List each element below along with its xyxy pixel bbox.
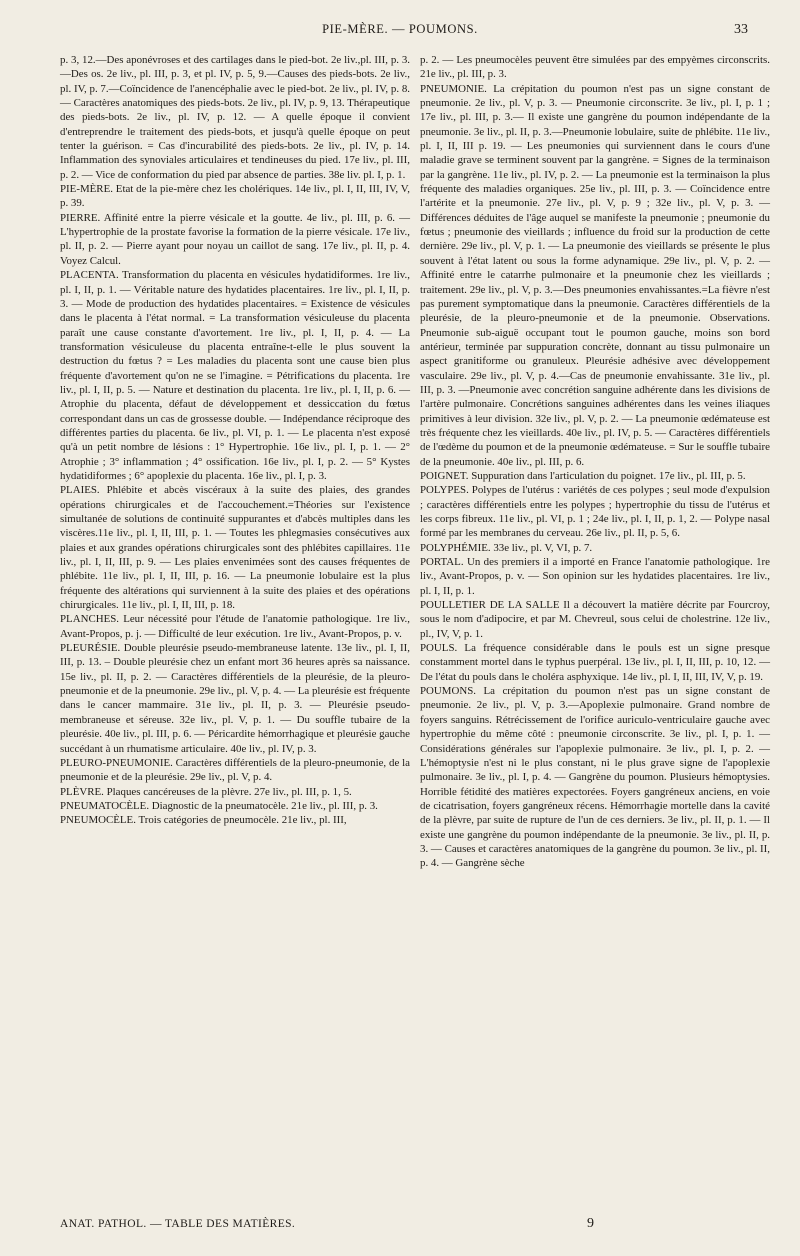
entry-pneumonie: PNEUMONIE. La crépitation du poumon n'est pas un signe constant de pneumonie. 2e liv., pl. V, p. 3. — Pneumonie circonscrite. 3e liv., pl. I, p. 1 ; 17e liv., pl. III, p. 3.— Il existe une gangrène du poumon indépendante de la pneumonie. 3e liv., pl. II, p. 3.—Pneumonie lobulaire, suite de phlébite. 11e liv., pl. I, II, III p. 19. — Les pneumonies qui surviennent dans le cours d'une maladie grave se terminent souvent par la gangrène. = Signes de la terminaison par la gangrène. 11e liv., pl. IV, p. 2. — La pneumonie est la terminaison la plus fréquente des maladies organiques. 25e liv., pl. III, p. 3. — Coïncidence entre l'artérite et la pneumonie. 27e liv., pl. V, p. 9 ; 32e liv., pl. V, p. 3. — Différences déduites de l'âge auquel se manifeste la pneumonie ; pneumonie du fœtus ; pneumonie des vieillards ; influence du froid sur la production de cette dernière. 29e liv., pl. V, p. 1. — La pneumonie des vieillards se présente le plus souvent à l'état latent ou sous la forme adynamique. 29e liv., pl. V, p. 2. — Affinité entre le catarrhe pulmonaire et la pneumonie chez les vieillards ; traitement. 29e liv., pl. V, p. 3.—Des pneumonies envahissantes.=La fièvre n'est pas purement symptomatique dans la pneumonie. Caractères différentiels de la pleurésie, de la pleuro-pneumonie et de la pneumonie. Observations. Pneumonie sub-aiguë occupant tout le poumon gauche, moins son bord antérieur, terminée par suppuration concrète, donnant au tissu pulmonaire un aspect granitiforme ou granuleux. Pleurésie adhésive avec développement vasculaire. 29e liv., pl. V, p. 4.—Cas de pneumonie envahissante. 31e liv., pl. III, p. 3. —Pneumonie avec concrétion sanguine adhérente dans les divisions de l'artère pulmonaire. Concrétions sanguines adhérentes dans les veines iliaques primitives à leur division. 32e liv., pl. V, p. 2. — La pneumonie œdémateuse est très fréquente chez les vieillards. 40e liv., pl. IV, p. 5. — Caractères différentiels de l'œdème du poumon et de la pneumonie œdémateuse. = Sur le souffle tubaire de la pneumonie. 40e liv., pl. III, p. 6. <box>420 82 770 468</box>
entry-pie-mere: PIE-MÈRE. Etat de la pie-mère chez les cholériques. 14e liv., pl. I, II, III, IV, V, p. 39. <box>60 183 410 210</box>
entry-pneumatocele: PNEUMATOCÈLE. Diagnostic de la pneumatocèle. 21e liv., pl. III, p. 3. <box>60 799 378 812</box>
footer-title: ANAT. PATHOL. — TABLE DES MATIÈRES. <box>60 1218 296 1230</box>
entry-plaies: PLAIES. Phlébite et abcès viscéraux à la suite des plaies, des grandes opérations chirurgicales et de l'accouchement.=Théories sur l'existence simultanée de solutions de continuité suppurantes et d'abcès multiples dans les viscères.11e liv., pl. I, II, III, p. 1. — Toutes les phlegmasies consécutives aux plaies et aux grandes opérations chirurgicales sont des phlébites capillaires. 11e liv., pl. I, II, III, p. 9. — Les plaies envenimées sont des causes fréquentes de phlébite. 11e liv., pl. I, II, III, p. 16. — La pneumonie lobulaire est la plus fréquente des altérations qui surviennent à la suite des plaies et des opérations chirurgicales. 11e liv., pl. I, II, III, p. 18. <box>60 484 410 612</box>
entry-plevre: PLÈVRE. Plaques cancéreuses de la plèvre. 27e liv., pl. III, p. 1, 5. <box>60 785 352 798</box>
entry-pneumocele-continued: p. 2. — Les pneumocèles peuvent être simulées par des empyèmes circonscrits. 21e liv., pl. III, p. 3. <box>420 54 770 81</box>
entry-placenta: PLACENTA. Transformation du placenta en vésicules hydatidiformes. 1re liv., pl. I, II, p. 1. — Véritable nature des hydatides placentaires. 1re liv., pl. I, II, p. 3. — Mode de production des hydatides placentaires. = Existence de vésicules dans le placenta à l'état normal. = La transformation vésiculeuse du placenta paraît une cause constante d'avortement. 1re liv., pl. I, II, p. 4. — La transformation vésiculeuse du placenta entraîne-t-elle le plus souvent la destruction du fœtus ? = Les maladies du placenta sont une cause bien plus fréquente d'avortement qu'on ne se l'imagine. = Pétrifications du placenta. 1re liv., pl. I, II, p. 5. — Nature et destination du placenta. 1re liv., pl. I, II, p. 6. — Atrophie du placenta, défaut de développement et dessiccation du fœtus correspondant dans un cas de grossesse double. — Indépendance réciproque des différentes parties du placenta. 6e liv., pl. VI, p. 1. — Le placenta n'est exposé qu'à un petit nombre de lésions : 1° Hypertrophie. 16e liv., pl. I, p. 1. — 2° Atrophie ; 3° inflammation ; 4° ossification. 16e liv., pl. I, p. 2. — 5° Kystes hydatidiformes ; 6° apoplexie du placenta. 16e liv., pl. I, p. 3. <box>60 269 410 482</box>
entry-polyphemie: POLYPHÉMIE. 33e liv., pl. V, VI, p. 7. <box>420 541 593 554</box>
entry-polypes: POLYPES. Polypes de l'utérus : variétés de ces polypes ; seul mode d'expulsion ; caractères différentiels entre les polypes ; hypertrophie du tissu de l'utérus et les corps fibreux. 11e liv., pl. VI, p. 1 ; 24e liv., pl. I, II, p. 1, 2. — Polype nasal formé par les membranes du cerveau. 26e liv., pl. II, p. 5, 6. <box>420 484 770 540</box>
entry-planches: PLANCHES. Leur nécessité pour l'étude de l'anatomie pathologique. 1re liv., Avant-Propos, p. j. — Difficulté de leur exécution. 1re liv., Avant-Propos, p. v. <box>60 613 410 640</box>
entry-pleuro-pneumonie: PLEURO-PNEUMONIE. Caractères différentiels de la pleuro-pneumonie, de la pneumonie et de la pleurésie. 29e liv., pl. V, p. 4. <box>60 756 410 784</box>
left-column <box>60 53 410 828</box>
entry-pneumocele: PNEUMOCÈLE. Trois catégories de pneumocèle. 21e liv., pl. III, <box>60 814 347 827</box>
entry-poignet: POIGNET. Suppuration dans l'articulation du poignet. 17e liv., pl. III, p. 5. <box>420 469 746 482</box>
entry-poulletier: POULLETIER DE LA SALLE Il a découvert la matière décrite par Fourcroy, sous le nom d'adipocire, et par M. Chevreul, sous celui de cholestrine. 12e liv., pl., IV, V, p. 1. <box>420 599 770 640</box>
entry-piedbot-continued: p. 3, 12.—Des aponévroses et des cartilages dans le pied-bot. 2e liv.,pl. III, p. 3.—Des os. 2e liv., pl. III, p. 3, et pl. IV, p. 5, 9.—Causes des pieds-bots. 2e liv., pl. IV, p. 7.—Coïncidence de l'anencéphalie avec le pied-bot. 2e liv., pl. IV, p. 8. — Caractères anatomiques des pieds-bots. 2e liv., pl. IV, p. 9, 13. Thérapeutique des pieds-bots. 2e liv., pl. IV, p. 12. — A quelle époque il convient d'entreprendre le traitement des pieds-bots, et jusqu'à quelle époque on peut tenter la guérison. = Cas d'incurabilité des pieds-bots. 2e liv., pl. IV, p. 14. Inflammation des synoviales articulaires et tendineuses du pied. 17e liv., pl. III, p. 2. — Vice de conformation du pied par absence de parties. 38e liv. pl. I, p. 1. <box>60 54 410 181</box>
page-header <box>0 22 800 42</box>
entry-pierre: PIERRE. Affinité entre la pierre vésicale et la goutte. 4e liv., pl. III, p. 6. —L'hypertrophie de la prostate favorise la formation de la pierre vésicale. 17e liv., pl. II, p. 2. — Pierre ayant pour noyau un caillot de sang. 17e liv., pl. II, p. 4. Voyez Calcul. <box>60 211 410 267</box>
entry-pleuresie: PLEURÉSIE. Double pleurésie pseudo-membraneuse latente. 13e liv., pl. I, II, III, p. 13. – Double pleurésie chez un enfant mort 36 heures après sa naissance. 15e liv., pl. II, p. 2. — Caractères différentiels de la pleurésie, de la pleuro-pneumonie et de la pneumonie. 29e liv., pl. V, p. 4. — La pleurésie est fréquente dans le cancer mammaire. 31e liv., pl. II, p. 3. — Pleurésie pseudo-membraneuse et séreuse. 32e liv., pl. V, p. 1. — Du souffle tubaire de la pleurésie. 40e liv., pl. III, p. 6. — Péricardite hémorrhagique et pleurésie gauche succédant à un rhumatisme articulaire. 40e liv., pl. IV, p. 3. <box>60 642 410 755</box>
signature-mark: 9 <box>587 1216 594 1231</box>
entry-portal: PORTAL. Un des premiers il a importé en France l'anatomie pathologique. 1re liv., Avant-Propos, p. v. — Son opinion sur les hydatides placentaires. 1re liv., pl. I, II, p. 1. <box>420 556 770 597</box>
running-head: PIE-MÈRE. — POUMONS. <box>322 22 478 36</box>
entry-poumons: POUMONS. La crépitation du poumon n'est pas un signe constant de pneumonie. 2e liv., pl. V, p. 3.—Apoplexie pulmonaire. Grand nombre de foyers sanguins. Rétrécissement de l'orifice auriculo-ventriculaire gauche avec hypertrophie du même côté : pneumonie circonscrite. 3e liv., pl. I, p. 1. — Considérations générales sur l'apoplexie pulmonaire. 3e liv., pl. I, p. 2. — L'hémoptysie n'est ni le plus constant, ni le plus grave signe de l'apoplexie pulmonaire. 3e liv., pl. I, p. 4. — Gangrène du poumon. Plusieurs hémoptysies. Horrible fétidité des matières expectorées. Foyers gangréneux anciens, en voie de cicatrisation, foyers gangréneux récens. Hémorrhagie mortelle dans la cavité de la plèvre, par suite de rupture de l'un de ces derniers. 3e liv., pl. II, p. 1. — Il existe une gangrène du poumon indépendante de la pneumonie. 3e liv., pl. II, p. 3. — Causes et caractères anatomiques de la gangrène du poumon. 3e liv., pl. II, p. 4. — Gangrène sèche <box>420 685 770 870</box>
entry-pouls: POULS. La fréquence considérable dans le pouls est un signe presque constamment mortel dans le typhus puerpéral. 13e liv., pl. I, II, III, p. 10, 12. — De l'état du pouls dans le choléra asphyxique. 14e liv., pl. I, II, III, IV, V, p. 19. <box>420 642 770 683</box>
right-column <box>420 53 770 871</box>
page-number: 33 <box>734 22 748 37</box>
